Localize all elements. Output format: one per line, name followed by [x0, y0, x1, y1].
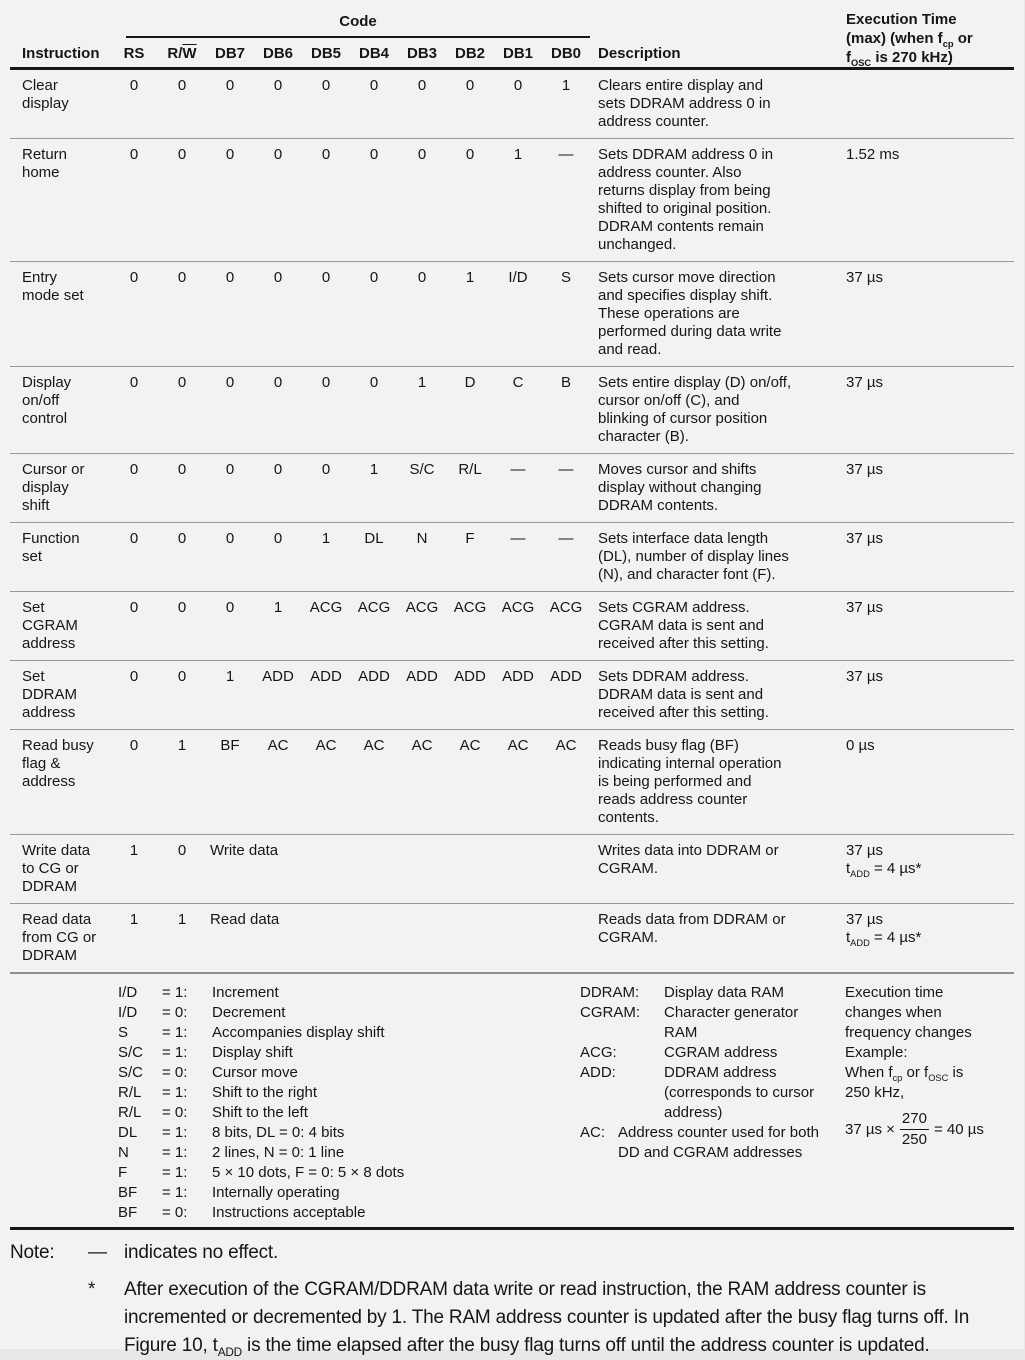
bit-cell: 0 — [273, 269, 283, 286]
legend-flag-definitions — [10, 983, 580, 1223]
legend-flag-row — [118, 1203, 580, 1223]
bit-cell: ADD — [358, 668, 390, 685]
bit-cell: 0 — [177, 461, 187, 478]
description-cell: Moves cursor and shifts display without changing DDRAM contents. — [598, 461, 762, 514]
bit-cell: 1 — [417, 374, 427, 391]
flag-meaning: 8 bits, DL = 0: 4 bits — [212, 1124, 345, 1141]
exec-note-line: 250 kHz, — [845, 1084, 905, 1101]
bit-cell: ACG — [357, 599, 391, 616]
description-cell: Clears entire display and sets DDRAM address 0 in address counter. — [598, 77, 771, 130]
flag-value: = 1: — [162, 1084, 188, 1101]
table-row — [10, 138, 1014, 261]
bit-cell: 0 — [321, 374, 331, 391]
bit-cell: 0 — [225, 599, 235, 616]
bit-cell: ACG — [405, 599, 439, 616]
description-cell: Sets interface data length (DL), number of display lines (N), and character font (F). — [598, 530, 789, 583]
flag-symbol: N — [118, 1144, 129, 1161]
instruction-cell: Set DDRAM address — [22, 668, 77, 721]
bit-cell: 0 — [321, 461, 331, 478]
flag-value: = 1: — [162, 1044, 188, 1061]
bit-cell: 0 — [273, 530, 283, 547]
instruction-column-header: Instruction — [22, 45, 100, 62]
legend-term-row — [580, 1003, 845, 1043]
table-row — [10, 366, 1014, 453]
note-item-text: indicates no effect. — [124, 1242, 279, 1263]
flag-meaning: Decrement — [212, 1004, 286, 1021]
description-cell: Sets entire display (D) on/off, cursor on/off (C), and blinking of cursor position character (B). — [598, 374, 792, 445]
bit-cell: 1 — [321, 530, 331, 547]
bit-cell: S/C — [409, 461, 435, 478]
bit-cell: 0 — [273, 77, 283, 94]
flag-value: = 0: — [162, 1204, 188, 1221]
bit-cell: AC — [267, 737, 289, 754]
flag-value: = 1: — [162, 1144, 188, 1161]
exec-time-cell: 37 µs — [846, 668, 883, 685]
exec-note-line: Example: — [845, 1044, 908, 1061]
bit-cell: 0 — [273, 374, 283, 391]
flag-value: = 1: — [162, 1184, 188, 1201]
bit-cell: B — [560, 374, 571, 391]
bit-cell: 0 — [177, 146, 187, 163]
exec-note-line: changes when — [845, 1004, 942, 1021]
bit-cell: 0 — [225, 374, 235, 391]
flag-symbol: R/L — [118, 1104, 142, 1121]
legend-flag-row — [118, 1123, 580, 1143]
rw-bit-cell: 1 — [177, 911, 187, 928]
bit-cell: 0 — [417, 77, 427, 94]
legend-term-row — [580, 1043, 845, 1063]
bit-cell: R/L — [458, 461, 482, 478]
bit-cell: 1 — [561, 77, 571, 94]
note-label: Note: — [10, 1242, 55, 1263]
bit-cell: 0 — [177, 530, 187, 547]
instruction-cell: Read busy flag & address — [22, 737, 94, 790]
bit-cell: I/D — [508, 269, 528, 286]
flag-meaning: Shift to the left — [212, 1104, 308, 1121]
formula-prefix: 37 µs × — [845, 1120, 895, 1138]
bit-cell: ACG — [453, 599, 487, 616]
bit-cell: 1 — [273, 599, 283, 616]
legend-term-row — [580, 983, 845, 1003]
bit-cell: — — [558, 461, 574, 478]
bit-cell: 0 — [177, 269, 187, 286]
bit-cell: 0 — [225, 269, 235, 286]
bit-cell: 0 — [417, 146, 427, 163]
bit-cell: 0 — [129, 374, 139, 391]
exec-time-cell: 1.52 ms — [846, 146, 900, 163]
description-cell: Sets cursor move direction and specifies display shift. These operations are performed during data write and read. — [598, 269, 782, 358]
flag-value: = 1: — [162, 984, 188, 1001]
description-cell: Writes data into DDRAM or CGRAM. — [598, 842, 779, 877]
legend-flag-row — [118, 1163, 580, 1183]
exec-note-formula — [845, 1110, 1025, 1149]
flag-meaning: Cursor move — [212, 1064, 298, 1081]
bit-cell: 0 — [417, 269, 427, 286]
bit-cell: ACG — [549, 599, 583, 616]
table-row — [10, 591, 1014, 660]
table-row — [10, 522, 1014, 591]
flag-meaning: Shift to the right — [212, 1084, 318, 1101]
rw-bit-cell: 0 — [177, 842, 187, 859]
bit-cell: 1 — [177, 737, 187, 754]
bit-cell: AC — [411, 737, 433, 754]
bit-cell: 1 — [513, 146, 523, 163]
bit-cell: 0 — [129, 737, 139, 754]
flag-meaning: 2 lines, N = 0: 1 line — [212, 1144, 345, 1161]
instruction-cell: Entry mode set — [22, 269, 84, 304]
instruction-cell: Return home — [22, 146, 68, 181]
table-row — [10, 660, 1014, 729]
bit-cell: ADD — [550, 668, 582, 685]
legend-flag-row — [118, 1063, 580, 1083]
bit-cell: 0 — [177, 668, 187, 685]
bit-cell: — — [510, 461, 526, 478]
instruction-cell: Display on/off control — [22, 374, 72, 427]
term-meaning: Character generator RAM — [664, 1004, 799, 1041]
instruction-table-body — [10, 70, 1014, 972]
legend-exec-time-note — [845, 983, 1025, 1223]
legend-flag-row — [118, 1003, 580, 1023]
flag-value: = 1: — [162, 1164, 188, 1181]
exec-time-cell: 37 µs — [846, 530, 883, 547]
term-label: CGRAM: — [580, 1004, 640, 1021]
flag-symbol: BF — [118, 1204, 138, 1221]
exec-time-cell: 37 µs — [846, 461, 883, 478]
flag-meaning: Display shift — [212, 1044, 293, 1061]
term-meaning: Display data RAM — [664, 984, 785, 1001]
bit-cell: 0 — [177, 77, 187, 94]
bit-cell: AC — [507, 737, 529, 754]
note-item-text: After execution of the CGRAM/DDRAM data write or read instruction, the RAM address counter is incremented or decremented by 1. The RAM address counter is updated after the busy flag turns off. In Figure 10, $t_{ADD}$ is the time elapsed after the busy flag turns off until the address counter is updated. — [124, 1279, 970, 1359]
exec-time-header-line: Execution Time — [846, 11, 957, 28]
bit-cell: 0 — [129, 269, 139, 286]
bit-cell: 0 — [369, 77, 379, 94]
bit-cell: 0 — [225, 530, 235, 547]
formula-suffix: = 40 µs — [933, 1120, 984, 1138]
bit-cell: C — [512, 374, 524, 391]
bit-cell: ACG — [309, 599, 343, 616]
term-meaning: CGRAM address — [664, 1044, 778, 1061]
instruction-cell: Cursor or display shift — [22, 461, 85, 514]
bit-cell: F — [465, 530, 475, 547]
flag-symbol: R/L — [118, 1084, 142, 1101]
bit-cell: 0 — [321, 146, 331, 163]
legend-section — [10, 974, 1014, 1223]
bit-cell: N — [416, 530, 428, 547]
bit-cell: 0 — [177, 374, 187, 391]
bit-cell: ADD — [502, 668, 534, 685]
table-row — [10, 70, 1014, 138]
legend-flag-row — [118, 1083, 580, 1103]
description-cell: Reads busy flag (BF) indicating internal operation is being performed and reads address counter contents. — [598, 737, 782, 826]
flag-meaning: 5 × 10 dots, F = 0: 5 × 8 dots — [212, 1164, 405, 1181]
flag-value: = 1: — [162, 1024, 188, 1041]
exec-time-header — [842, 10, 1014, 67]
description-column-header: Description — [598, 45, 681, 62]
bit-cell: 0 — [225, 77, 235, 94]
legend-flag-row — [118, 1143, 580, 1163]
table-row — [10, 261, 1014, 366]
flag-symbol: BF — [118, 1184, 138, 1201]
bit-cell: AC — [555, 737, 577, 754]
term-label: ADD: — [580, 1064, 616, 1081]
bit-column-header: DB3 — [406, 45, 437, 62]
table-row — [10, 729, 1014, 834]
bit-cell: 1 — [465, 269, 475, 286]
bit-cell: 0 — [513, 77, 523, 94]
code-group-header: Code — [126, 10, 590, 38]
exec-time-cell — [842, 77, 1014, 131]
flag-value: = 0: — [162, 1104, 188, 1121]
data-span-cell: Write data — [210, 842, 279, 859]
legend-flag-row — [118, 1023, 580, 1043]
bit-cell: 1 — [225, 668, 235, 685]
legend-term-definitions — [580, 983, 845, 1223]
table-row — [10, 453, 1014, 522]
note-section — [10, 1230, 1014, 1360]
data-span-cell: Read data — [210, 911, 280, 928]
bit-cell: 0 — [465, 146, 475, 163]
bit-cell: AC — [315, 737, 337, 754]
bit-cell: 0 — [129, 146, 139, 163]
bit-column-header: DB4 — [358, 45, 389, 62]
bit-cell: 0 — [465, 77, 475, 94]
table-row — [10, 834, 1014, 903]
bit-column-header: DB6 — [262, 45, 293, 62]
legend-flag-row — [118, 1103, 580, 1123]
bit-cell: 0 — [369, 374, 379, 391]
flag-symbol: DL — [118, 1124, 138, 1141]
legend-flag-row — [118, 983, 580, 1003]
term-label: AC: — [580, 1124, 606, 1141]
bit-cell: — — [510, 530, 526, 547]
exec-note-line: Execution time — [845, 984, 944, 1001]
bit-cell: ADD — [454, 668, 486, 685]
flag-symbol: I/D — [118, 1004, 138, 1021]
bit-cell: 0 — [273, 461, 283, 478]
note-item-mark: * — [88, 1279, 96, 1300]
flag-meaning: Instructions acceptable — [212, 1204, 366, 1221]
instruction-cell: Clear display — [22, 77, 69, 112]
exec-time-cell: 37 µs — [846, 374, 883, 391]
bit-column-header: DB5 — [310, 45, 341, 62]
formula-fraction — [900, 1110, 929, 1149]
flag-value: = 1: — [162, 1124, 188, 1141]
exec-time-cell: 37 µs $t_{ADD} = 4$ µs* — [846, 842, 922, 879]
exec-time-header-line: $f_{OSC}$ is 270 kHz) — [846, 49, 953, 68]
table-row — [10, 903, 1014, 972]
flag-symbol: S/C — [118, 1064, 144, 1081]
description-cell: Sets CGRAM address. CGRAM data is sent and received after this setting. — [598, 599, 769, 652]
instruction-cell: Function set — [22, 530, 80, 565]
exec-note-line: When $f_{cp}$ or $f_{OSC}$ is — [845, 1064, 964, 1083]
bit-cell: 0 — [129, 530, 139, 547]
bit-cell: AC — [363, 737, 385, 754]
instruction-cell: Set CGRAM address — [22, 599, 78, 652]
bit-cell: AC — [459, 737, 481, 754]
note-item-mark: — — [88, 1242, 107, 1263]
legend-term-row — [580, 1063, 845, 1123]
term-meaning: DDRAM address (corresponds to cursor address) — [664, 1064, 815, 1121]
flag-symbol: S/C — [118, 1044, 144, 1061]
bit-cell: 0 — [129, 599, 139, 616]
exec-time-cell: 37 µs — [846, 269, 883, 286]
flag-symbol: I/D — [118, 984, 138, 1001]
bit-cell: 0 — [177, 599, 187, 616]
flag-symbol: F — [118, 1164, 128, 1181]
legend-term-row — [580, 1123, 845, 1163]
bit-cell: 0 — [129, 461, 139, 478]
exec-time-cell: 37 µs — [846, 599, 883, 616]
bit-cell: 0 — [321, 77, 331, 94]
instruction-cell: Read data from CG or DDRAM — [22, 911, 97, 964]
bit-cell: 0 — [129, 77, 139, 94]
exec-time-header-line: (max) (when $f_{cp}$ or — [846, 30, 973, 49]
flag-value: = 0: — [162, 1064, 188, 1081]
bit-cell: ADD — [262, 668, 294, 685]
term-label: DDRAM: — [580, 984, 640, 1001]
term-label: ACG: — [580, 1044, 617, 1061]
exec-time-cell: 0 µs — [846, 737, 875, 754]
bit-cell: D — [464, 374, 476, 391]
rs-bit-cell: 1 — [129, 842, 139, 859]
formula-numerator: 270 — [900, 1110, 929, 1130]
description-cell: Reads data from DDRAM or CGRAM. — [598, 911, 786, 946]
legend-flag-row — [118, 1043, 580, 1063]
instruction-cell: Write data to CG or DDRAM — [22, 842, 91, 895]
exec-time-cell: 37 µs $t_{ADD} = 4$ µs* — [846, 911, 922, 948]
bit-cell: S — [560, 269, 571, 286]
bit-cell: 0 — [225, 461, 235, 478]
bit-cell: ADD — [310, 668, 342, 685]
bit-column-header: DB7 — [214, 45, 245, 62]
bit-cell: BF — [220, 737, 240, 754]
rs-bit-cell: 1 — [129, 911, 139, 928]
rs-column-header: RS — [123, 45, 145, 62]
instruction-table-header — [10, 6, 1014, 70]
bit-cell: 0 — [225, 146, 235, 163]
formula-denominator: 250 — [901, 1131, 927, 1148]
bit-column-header: DB1 — [502, 45, 533, 62]
bit-cell: 0 — [321, 269, 331, 286]
rw-column-header: $R/\overline{W}$ — [167, 45, 197, 62]
bit-cell: 0 — [129, 668, 139, 685]
bit-cell: — — [558, 530, 574, 547]
flag-meaning: Internally operating — [212, 1184, 340, 1201]
bit-cell: ADD — [406, 668, 438, 685]
description-cell: Sets DDRAM address. DDRAM data is sent and received after this setting. — [598, 668, 769, 721]
description-cell: Sets DDRAM address 0 in address counter. Also returns display from being shifted to original position. DDRAM contents remain unchanged. — [598, 146, 774, 253]
flag-symbol: S — [118, 1024, 129, 1041]
bit-column-header: DB2 — [454, 45, 485, 62]
bit-cell: ACG — [501, 599, 535, 616]
bit-cell: 0 — [369, 269, 379, 286]
flag-meaning: Accompanies display shift — [212, 1024, 385, 1041]
bit-cell: 1 — [369, 461, 379, 478]
bit-cell: DL — [364, 530, 384, 547]
bit-column-header: DB0 — [550, 45, 581, 62]
bit-cell: — — [558, 146, 574, 163]
legend-flag-row — [118, 1183, 580, 1203]
bit-cell: 0 — [273, 146, 283, 163]
flag-meaning: Increment — [212, 984, 279, 1001]
term-meaning: Address counter used for both DD and CGRAM addresses — [618, 1124, 819, 1161]
bit-cell: 0 — [369, 146, 379, 163]
flag-value: = 0: — [162, 1004, 188, 1021]
exec-note-line: frequency changes — [845, 1024, 972, 1041]
